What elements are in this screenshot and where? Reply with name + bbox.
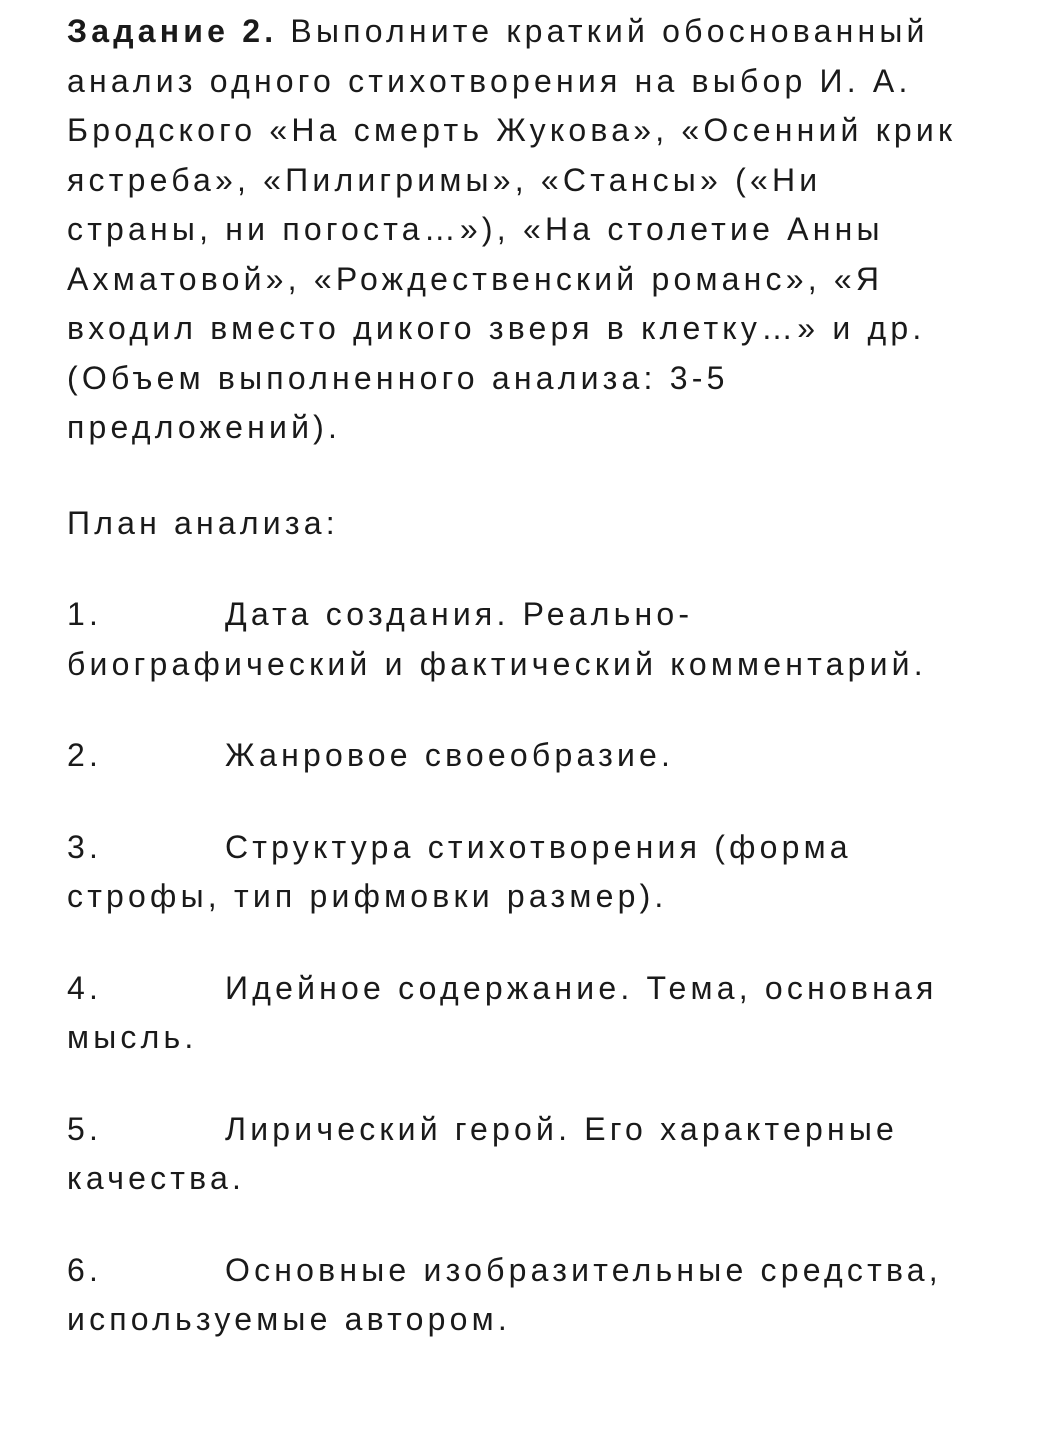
plan-title: План анализа: (67, 504, 339, 541)
task-label: Задание 2. (67, 13, 278, 49)
plan-item-number: 3. (67, 828, 103, 865)
plan-item (67, 823, 967, 922)
task-text: Выполните краткий обоснованный анализ одного стихотворения на выбор И. А. Бродского «На смерть Жукова», «Осенний крик ястреба», «Пилигримы», «Стансы» («Ни страны, ни погоста…»), «На столетие Анны Ахматовой», «Рождественский романс», «Я входил вместо дикого зверя в клетку…» и др. (Объем выполненного анализа: 3-5 предложений). (67, 13, 957, 445)
plan-item-number: 5. (67, 1110, 103, 1147)
plan-list (67, 590, 967, 1345)
plan-item-number: 6. (67, 1251, 103, 1288)
task-paragraph (67, 7, 967, 453)
document-page (67, 7, 967, 1345)
plan-item (67, 964, 967, 1063)
plan-item (67, 590, 967, 689)
plan-item-text: Жанровое своеобразие. (225, 737, 675, 773)
plan-item-text: Дата создания. Реально-биографический и фактический комментарий. (67, 596, 927, 682)
plan-item-text: Основные изобразительные средства, используемые автором. (67, 1251, 942, 1337)
plan-item-text: Идейное содержание. Тема, основная мысль. (67, 969, 938, 1055)
plan-item-text: Лирический герой. Его характерные качества. (67, 1110, 899, 1196)
plan-item (67, 731, 967, 781)
plan-item (67, 1105, 967, 1204)
plan-item-number: 2. (67, 737, 103, 773)
plan-item-number: 4. (67, 969, 103, 1006)
plan-item-text: Структура стихотворения (форма строфы, тип рифмовки размер). (67, 828, 852, 914)
plan-item (67, 1246, 967, 1345)
plan-item-number: 1. (67, 596, 103, 632)
